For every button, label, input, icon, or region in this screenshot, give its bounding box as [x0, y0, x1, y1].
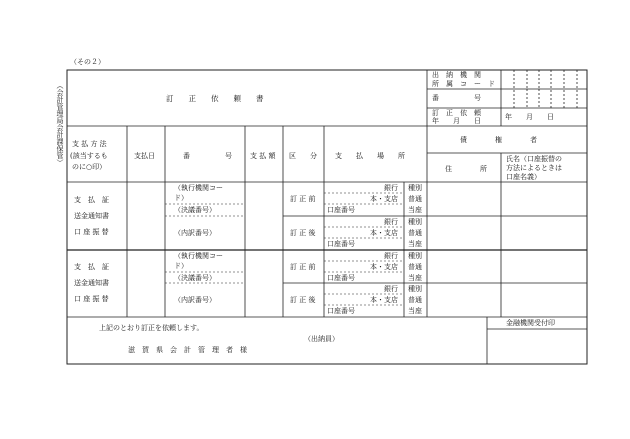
cashier-label: （出納員）: [304, 335, 339, 343]
type-2a: 種別: [408, 252, 422, 260]
number-header: 番 号: [183, 152, 232, 160]
type-current-1b[interactable]: 当座: [408, 240, 422, 248]
place-bank-1b: 銀行: [384, 218, 398, 226]
form-title: 訂 正 依 頼 書: [166, 94, 264, 103]
pay-place-header: 支 払 場 所: [335, 152, 405, 160]
name-header-1: 氏名（口座振替の: [506, 155, 562, 163]
num-exec-code-2: （執行機関コー: [174, 252, 223, 260]
type-ordinary-2a[interactable]: 普通: [408, 263, 422, 271]
division-header: 区 分: [289, 152, 317, 160]
org-code-label-1: 出 納 機 関: [432, 71, 481, 79]
method-pay-cert-2[interactable]: 支 払 証: [74, 263, 109, 271]
type-current-1a[interactable]: 当座: [408, 206, 422, 214]
name-header-3: 口座名義）: [506, 173, 541, 181]
address-header: 住 所: [445, 165, 487, 173]
num-exec-code-2b: ド）: [174, 262, 188, 270]
place-account-1a: 口座番号: [327, 206, 355, 214]
pay-method-header-3: のに○印）: [72, 163, 107, 171]
division-before-2: 訂 正 前: [290, 263, 316, 271]
form-number-label: （その２）: [70, 58, 105, 66]
division-after-2: 訂 正 後: [290, 296, 316, 304]
addressee: 滋 賀 県 会 計 管 理 者 様: [128, 346, 247, 354]
place-branch-1b: 本・支店: [370, 229, 398, 237]
type-1a: 種別: [408, 184, 422, 192]
request-text: 上記のとおり訂正を依頼します。: [99, 324, 204, 332]
place-branch-2a: 本・支店: [370, 263, 398, 271]
type-ordinary-1b[interactable]: 普通: [408, 229, 422, 237]
type-2b: 種別: [408, 285, 422, 293]
method-remittance-2[interactable]: 送金通知書: [74, 279, 109, 287]
method-transfer-1[interactable]: 口 座 振 替: [74, 228, 109, 236]
division-after-1: 訂 正 後: [290, 229, 316, 237]
creditor-header: 債 権 者: [460, 136, 537, 144]
place-account-1b: 口座番号: [327, 240, 355, 248]
amount-header: 支 払 額: [250, 152, 276, 160]
req-date-label-2: 年 月 日: [432, 117, 481, 125]
place-account-2a: 口座番号: [327, 274, 355, 282]
place-account-2b: 口座番号: [327, 307, 355, 315]
side-label: （会計管理局会計課保管）: [56, 82, 64, 166]
method-transfer-2[interactable]: 口 座 振 替: [74, 295, 109, 303]
place-bank-2b: 銀行: [384, 285, 398, 293]
type-current-2a[interactable]: 当座: [408, 274, 422, 282]
name-header-2: 方法によるときは: [506, 164, 562, 172]
num-resolution-2: （決議番号）: [174, 274, 216, 282]
type-current-2b[interactable]: 当座: [408, 307, 422, 315]
division-before-1: 訂 正 前: [290, 195, 316, 203]
org-code-label-2: 所 属 コ ー ド: [432, 80, 495, 88]
pay-method-header-2: (該当するも: [70, 152, 108, 160]
req-date-field[interactable]: 年 月 日: [505, 113, 554, 121]
place-branch-1a: 本・支店: [370, 195, 398, 203]
num-resolution-1: （決議番号）: [174, 206, 216, 214]
method-pay-cert-1[interactable]: 支 払 証: [74, 196, 109, 204]
place-branch-2b: 本・支店: [370, 296, 398, 304]
req-date-label-1: 訂 正 依 頼: [432, 109, 481, 117]
place-bank-1a: 銀行: [384, 184, 398, 192]
type-ordinary-1a[interactable]: 普通: [408, 195, 422, 203]
num-exec-code-1b: ド）: [174, 194, 188, 202]
num-exec-code-1: （執行機関コー: [174, 184, 223, 192]
place-bank-2a: 銀行: [384, 252, 398, 260]
pay-method-header-1: 支 払 方 法: [72, 140, 107, 148]
pay-date-header: 支払日: [134, 152, 155, 160]
receipt-stamp-label: 金融機関受付印: [506, 319, 555, 327]
num-breakdown-2: （内訳番号）: [174, 296, 216, 304]
type-ordinary-2b[interactable]: 普通: [408, 296, 422, 304]
type-1b: 種別: [408, 218, 422, 226]
num-breakdown-1: （内訳番号）: [174, 229, 216, 237]
number-label: 番 号: [432, 94, 481, 102]
method-remittance-1[interactable]: 送金通知書: [74, 212, 109, 220]
